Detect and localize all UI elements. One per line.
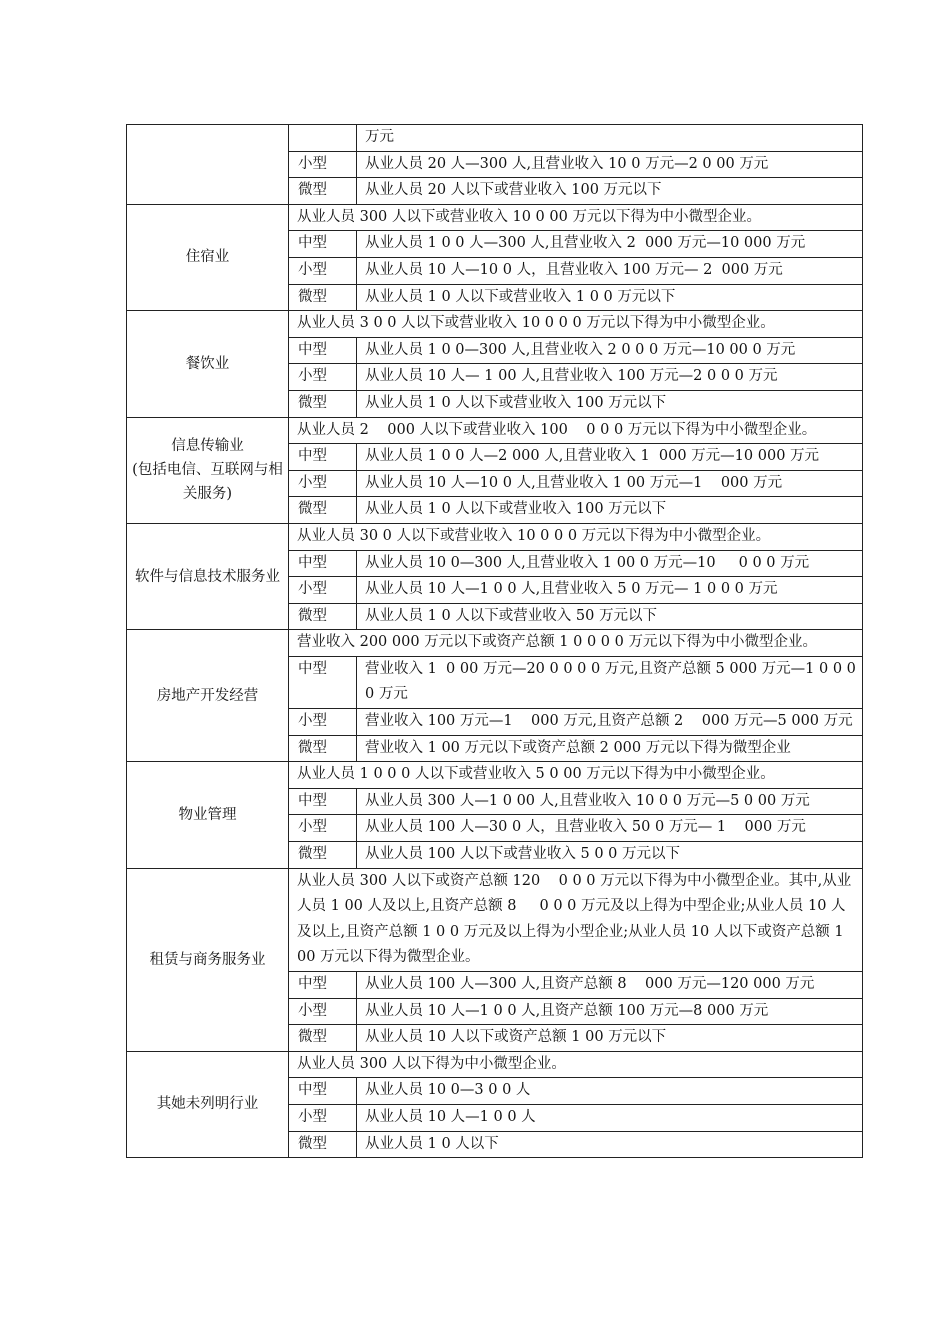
size-category: 小型: [289, 577, 357, 604]
table-body: [127, 125, 863, 1158]
size-category: 中型: [289, 550, 357, 577]
size-criteria: 从业人员 100 人—300 人,且资产总额 8 000 万元—120 000 万元: [357, 972, 863, 999]
enterprise-size-criteria-table: [126, 124, 863, 1158]
size-criteria: 从业人员 10 人—1 0 0 人,且营业收入 5 0 万元— 1 0 0 0 万元: [357, 577, 863, 604]
size-category: 微型: [289, 497, 357, 524]
size-category: 中型: [289, 231, 357, 258]
size-category: 中型: [289, 1078, 357, 1105]
table-row: [127, 311, 863, 338]
size-criteria: 从业人员 1 0 0 人—300 人,且营业收入 2 000 万元—10 000 万元: [357, 231, 863, 258]
table-row: [127, 762, 863, 789]
industry-name: 信息传输业 (包括电信、互联网与相关服务): [127, 417, 289, 523]
size-criteria: 从业人员 20 人—300 人,且营业收入 10 0 万元—2 0 00 万元: [357, 151, 863, 178]
industry-name: 住宿业: [127, 204, 289, 310]
table-row: [127, 1051, 863, 1078]
size-criteria: 从业人员 10 人—10 0 人,且营业收入 1 00 万元—1 000 万元: [357, 470, 863, 497]
size-category: 小型: [289, 709, 357, 736]
size-category: 小型: [289, 470, 357, 497]
size-category: 中型: [289, 337, 357, 364]
industry-name: 餐饮业: [127, 311, 289, 417]
size-criteria: 营业收入 1 00 万元以下或资产总额 2 000 万元以下得为微型企业: [357, 735, 863, 762]
size-criteria: 从业人员 10 人以下或资产总额 1 00 万元以下: [357, 1025, 863, 1052]
industry-name: 房地产开发经营: [127, 630, 289, 762]
industry-name: 租赁与商务服务业: [127, 868, 289, 1051]
table-row: [127, 630, 863, 657]
size-criteria: 从业人员 100 人以下或营业收入 5 0 0 万元以下: [357, 842, 863, 869]
size-criteria: 从业人员 10 人—1 0 0 人,且资产总额 100 万元—8 000 万元: [357, 998, 863, 1025]
industry-summary: 从业人员 300 人以下或营业收入 10 0 00 万元以下得为中小微型企业。: [289, 204, 863, 231]
size-category: 微型: [289, 735, 357, 762]
size-criteria: 从业人员 1 0 人以下或营业收入 100 万元以下: [357, 497, 863, 524]
size-criteria: 从业人员 10 人—10 0 人，且营业收入 100 万元— 2 000 万元: [357, 257, 863, 284]
industry-name: 软件与信息技术服务业: [127, 523, 289, 629]
size-criteria: 从业人员 1 0 人以下或营业收入 100 万元以下: [357, 390, 863, 417]
size-criteria: 从业人员 10 0—3 0 0 人: [357, 1078, 863, 1105]
table-row: [127, 417, 863, 444]
industry-name: 其她未列明行业: [127, 1051, 289, 1157]
size-category: [289, 125, 357, 152]
size-criteria: 从业人员 1 0 人以下或营业收入 1 0 0 万元以下: [357, 284, 863, 311]
industry-name: 物业管理: [127, 762, 289, 868]
industry-summary: 从业人员 2 000 人以下或营业收入 100 0 0 0 万元以下得为中小微型企业。: [289, 417, 863, 444]
size-category: 微型: [289, 603, 357, 630]
size-category: 小型: [289, 815, 357, 842]
size-criteria: 从业人员 100 人—30 0 人，且营业收入 50 0 万元— 1 000 万元: [357, 815, 863, 842]
size-category: 中型: [289, 656, 357, 708]
table-row: [127, 868, 863, 971]
table-row: [127, 523, 863, 550]
size-category: 中型: [289, 444, 357, 471]
industry-summary: 营业收入 200 000 万元以下或资产总额 1 0 0 0 0 万元以下得为中小微型企业。: [289, 630, 863, 657]
size-criteria: 从业人员 10 人—1 0 0 人: [357, 1104, 863, 1131]
industry-name: [127, 125, 289, 205]
size-category: 微型: [289, 178, 357, 205]
size-criteria: 万元: [357, 125, 863, 152]
size-criteria: 营业收入 100 万元—1 000 万元,且资产总额 2 000 万元—5 000 万元: [357, 709, 863, 736]
industry-summary: 从业人员 1 0 0 0 人以下或营业收入 5 0 00 万元以下得为中小微型企业。: [289, 762, 863, 789]
size-category: 中型: [289, 972, 357, 999]
industry-summary: 从业人员 3 0 0 人以下或营业收入 10 0 0 0 万元以下得为中小微型企业。: [289, 311, 863, 338]
size-category: 小型: [289, 1104, 357, 1131]
size-criteria: 营业收入 1 0 00 万元—20 0 0 0 0 万元,且资产总额 5 000 万元—1 0 0 0 0 万元: [357, 656, 863, 708]
size-category: 微型: [289, 1025, 357, 1052]
industry-summary: 从业人员 300 人以下得为中小微型企业。: [289, 1051, 863, 1078]
size-category: 微型: [289, 1131, 357, 1158]
size-criteria: 从业人员 1 0 0 人—2 000 人,且营业收入 1 000 万元—10 000 万元: [357, 444, 863, 471]
size-category: 小型: [289, 151, 357, 178]
table-row: [127, 204, 863, 231]
industry-summary: 从业人员 300 人以下或资产总额 120 0 0 0 万元以下得为中小微型企业。其中,从业人员 1 00 人及以上,且资产总额 8 0 0 0 万元及以上得为中型企业;从业人员 10 人及以上,且资产总额 1 0 0 万元及以上得为小型企业;从业人员 10 人以下或资产总额 1 00 万元以下得为微型企业。: [289, 868, 863, 971]
industry-summary: 从业人员 30 0 人以下或营业收入 10 0 0 0 万元以下得为中小微型企业。: [289, 523, 863, 550]
size-criteria: 从业人员 1 0 人以下: [357, 1131, 863, 1158]
table-row: [127, 125, 863, 152]
size-criteria: 从业人员 10 0—300 人,且营业收入 1 00 0 万元—10 0 0 0 万元: [357, 550, 863, 577]
size-category: 微型: [289, 390, 357, 417]
size-category: 微型: [289, 842, 357, 869]
size-criteria: 从业人员 20 人以下或营业收入 100 万元以下: [357, 178, 863, 205]
size-category: 中型: [289, 788, 357, 815]
size-criteria: 从业人员 1 0 人以下或营业收入 50 万元以下: [357, 603, 863, 630]
size-criteria: 从业人员 1 0 0—300 人,且营业收入 2 0 0 0 万元—10 00 0 万元: [357, 337, 863, 364]
size-category: 小型: [289, 998, 357, 1025]
size-criteria: 从业人员 300 人—1 0 00 人,且营业收入 10 0 0 万元—5 0 00 万元: [357, 788, 863, 815]
size-category: 微型: [289, 284, 357, 311]
size-criteria: 从业人员 10 人— 1 00 人,且营业收入 100 万元—2 0 0 0 万元: [357, 364, 863, 391]
size-category: 小型: [289, 364, 357, 391]
size-category: 小型: [289, 257, 357, 284]
